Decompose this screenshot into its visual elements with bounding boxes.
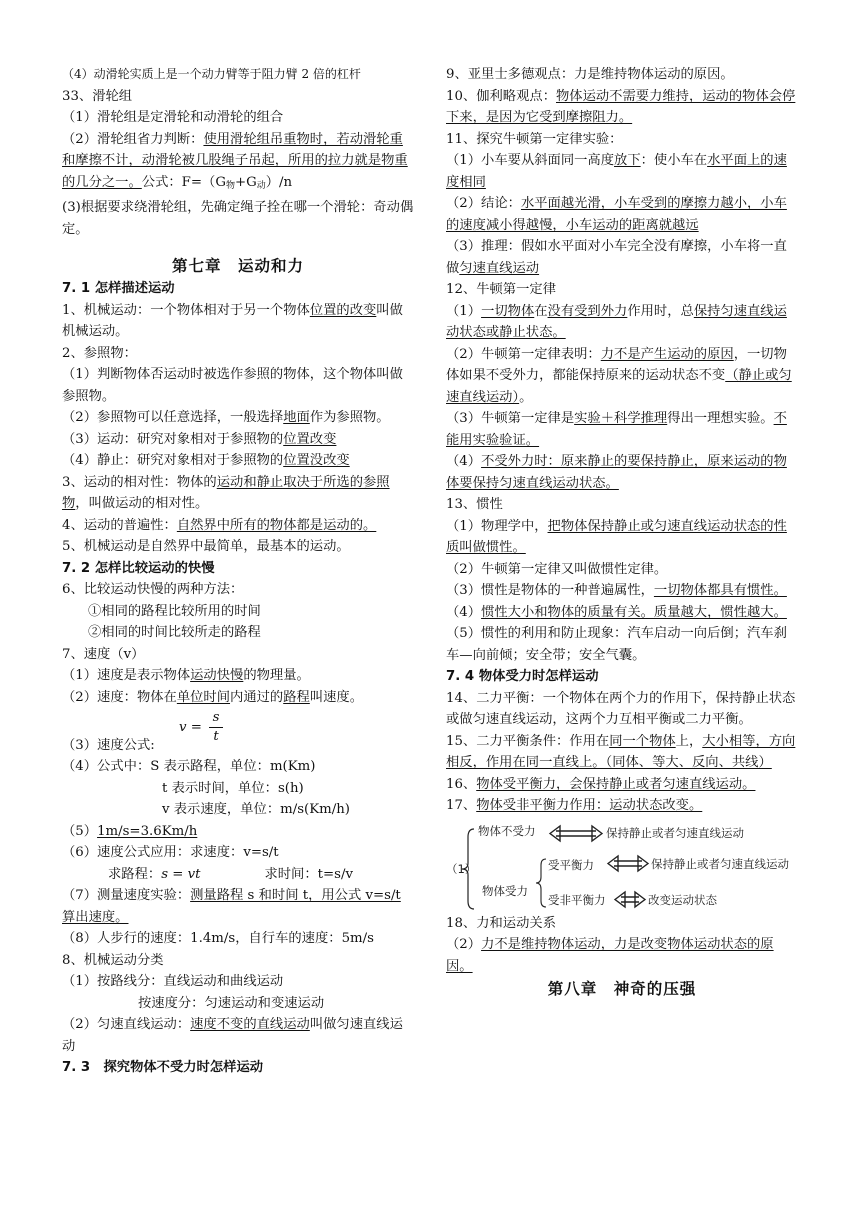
formula-numerator: s: [212, 710, 220, 725]
force-motion-svg: [446, 821, 798, 913]
text-line: （4）公式中：S 表示路程，单位：m(Km): [62, 759, 316, 774]
text-paragraph: （2）结论：水平面越光滑，小车受到的摩擦力越小，小车的速度减小得越慢，小车运动的距离就越远: [446, 196, 787, 233]
section-heading: 7. 1 怎样描述运动: [62, 281, 175, 296]
text-line: 9、亚里士多德观点：力是维持物体运动的原因。: [446, 67, 734, 82]
text-line: （3）运动：研究对象相对于参照物的位置改变: [62, 431, 337, 447]
text-line: ②相同的时间比较所走的路程: [88, 625, 261, 640]
text-paragraph: （4）不受外力时：原来静止的要保持静止，原来运动的物体要保持匀速直线运动状态。: [446, 454, 787, 491]
text-paragraph: 3、运动的相对性：物体的运动和静止取决于所选的参照物，叫做运动的相对性。: [62, 474, 390, 511]
force-motion-diagram: [446, 821, 798, 913]
text-paragraph: 10、伽利略观点：物体运动不需要力维持，运动的物体会停下来，是因为它受到摩擦阻力。: [446, 88, 796, 125]
item-heading: 18、力和运动关系: [446, 915, 556, 931]
diagram-balanced: 受平衡力: [548, 857, 594, 872]
item-heading: 33、滑轮组: [62, 88, 133, 104]
text-paragraph: （3）惯性是物体的一种普遍属性，一切物体都具有惯性。: [446, 583, 787, 598]
text-line: 求路程：s = vt 求时间：t=s/v: [108, 866, 353, 882]
text-paragraph: （4）惯性大小和物体的质量有关。质量越大，惯性越大。: [446, 604, 787, 620]
text-paragraph: （3）牛顿第一定律是实验＋科学推理得出一理想实验。不能用实验验证。: [446, 411, 787, 448]
text-line: 5、机械运动是自然界中最简单，最基本的运动。: [62, 539, 350, 554]
item-heading: 7、速度（v）: [62, 646, 145, 662]
text-line: （5）1m/s=3.6Km/h: [62, 823, 198, 839]
text-line: （1）滑轮组是定滑轮和动滑轮的组合: [62, 110, 284, 125]
item-heading: 11、探究牛顿第一定律实验：: [446, 131, 623, 147]
text-line: （2）牛顿第一定律又叫做惯性定律。: [446, 561, 668, 577]
left-column: [62, 64, 414, 1079]
text-line: v 表示速度，单位：m/s(Km/h): [162, 802, 350, 817]
diagram-force: 物体受力: [482, 883, 528, 898]
text-line: ①相同的路程比较所用的时间: [88, 603, 261, 619]
double-arrow-icon: [615, 892, 645, 907]
double-arrow-icon: [550, 826, 602, 841]
diagram-no-force: 物体不受力: [478, 823, 536, 838]
item-heading: 12、牛顿第一定律: [446, 282, 556, 297]
text-paragraph: （5）惯性的利用和防止现象：汽车启动一向后倒；汽车刹车—向前倾；安全带；安全气囊。: [446, 626, 787, 663]
text-paragraph: （1）小车要从斜面同一高度放下：使小车在水平面上的速度相同: [446, 153, 787, 190]
text-paragraph: （1）判断物体否运动时被选作参照的物体，这个物体叫做参照物。: [62, 367, 403, 404]
chapter-title: 第八章 神奇的压强: [547, 980, 697, 998]
text-line: 6、比较运动快慢的两种方法：: [62, 582, 244, 597]
text-paragraph: （3）推理：假如水平面对小车完全没有摩擦，小车将一直做匀速直线运动: [446, 239, 787, 276]
text-line: （8）人步行的速度：1.4m/s，自行车的速度：5m/s: [62, 931, 374, 946]
text-line: （2）参照物可以任意选择，一般选择地面作为参照物。: [62, 410, 390, 425]
chapter-title: 第七章 运动和力: [171, 257, 304, 275]
text-line: 4、运动的普遍性：自然界中所有的物体都是运动的。: [62, 517, 377, 533]
diagram-number: （1）: [446, 861, 477, 876]
text-paragraph: 15、二力平衡条件：作用在同一个物体上，大小相等，方向相反，作用在同一直线上。（同体、等大、反向、共线）: [446, 733, 796, 770]
diagram-unbalanced-result: 改变运动状态: [648, 892, 717, 907]
diagram-no-force-result: 保持静止或者匀速直线运动: [606, 825, 744, 840]
formula-label: （3）速度公式:: [62, 738, 155, 753]
text-line: （2）速度：物体在单位时间内通过的路程叫速度。: [62, 689, 363, 705]
text-paragraph: （1）一切物体在没有受到外力作用时，总保持匀速直线运动状态或静止状态。: [446, 303, 787, 340]
text-line: （4）静止：研究对象相对于参照物的位置没改变: [62, 453, 350, 468]
text-line: 按速度分：匀速运动和变速运动: [138, 995, 325, 1011]
text-line: （1）按路线分：直线运动和曲线运动: [62, 974, 284, 989]
text-paragraph: 1、机械运动：一个物体相对于另一个物体位置的改变叫做机械运动。: [62, 302, 403, 339]
text-paragraph: （2）匀速直线运动：速度不变的直线运动叫做匀速直线运动: [62, 1017, 403, 1054]
text-paragraph: （2）力不是维持物体运动，力是改变物体运动状态的原因。: [446, 937, 774, 974]
text-paragraph: （2）滑轮组省力判断：使用滑轮组吊重物时，若动滑轮重和摩擦不计，动滑轮被几股绳子吊起，所用的拉力就是物重的几分之一。公式：$F=(G_物+G_动)/n$: [62, 131, 408, 191]
formula-fraction: [209, 710, 223, 745]
formula-denominator: t: [213, 729, 219, 744]
diagram-balanced-result: 保持静止或者匀速直线运动: [651, 856, 789, 871]
section-heading: 7. 2 怎样比较运动的快慢: [62, 560, 215, 576]
formula-v: v =: [179, 720, 202, 735]
text-paragraph: 14、二力平衡：一个物体在两个力的作用下，保持静止状态或做匀速直线运动，这两个力互相平衡或二力平衡。: [446, 690, 796, 727]
speed-formula: [62, 708, 414, 756]
text-paragraph: （2）牛顿第一定律表明：力不是产生运动的原因，一切物体如果不受外力，都能保持原来的运动状态不变（静止或匀速直线运动）。: [446, 346, 792, 405]
item-heading: 13、惯性: [446, 497, 503, 512]
diagram-unbalanced: 受非平衡力: [548, 892, 606, 907]
item-heading: 2、参照物：: [62, 345, 137, 361]
item-heading: 8、机械运动分类: [62, 952, 164, 968]
text-paragraph: （7）测量速度实验：测量路程 s 和时间 t，用公式 v=s/t 算出速度。: [62, 888, 401, 925]
text-line: （4）动滑轮实质上是一个动力臂等于阻力臂 2 倍的杠杆: [62, 67, 361, 81]
text-line: 17、物体受非平衡力作用：运动状态改变。: [446, 798, 703, 813]
text-line: （6）速度公式应用：求速度：v=s/t: [62, 845, 279, 860]
text-paragraph: （1）物理学中，把物体保持静止或匀速直线运动状态的性质叫做惯性。: [446, 518, 787, 555]
right-column: [446, 64, 798, 1001]
brace-inner: [536, 859, 546, 907]
text-paragraph: (3)根据要求绕滑轮组，先确定绳子拴在哪一个滑轮：奇动偶定。: [62, 200, 414, 237]
text-line: （1）速度是表示物体运动快慢的物理量。: [62, 668, 310, 683]
section-heading: 7. 4 物体受力时怎样运动: [446, 669, 599, 684]
double-arrow-icon: [608, 856, 648, 871]
text-line: t 表示时间，单位：s(h): [162, 780, 304, 796]
text-line: 16、物体受平衡力，会保持静止或者匀速直线运动。: [446, 776, 756, 792]
section-heading: 7. 3 探究物体不受力时怎样运动: [62, 1060, 264, 1075]
